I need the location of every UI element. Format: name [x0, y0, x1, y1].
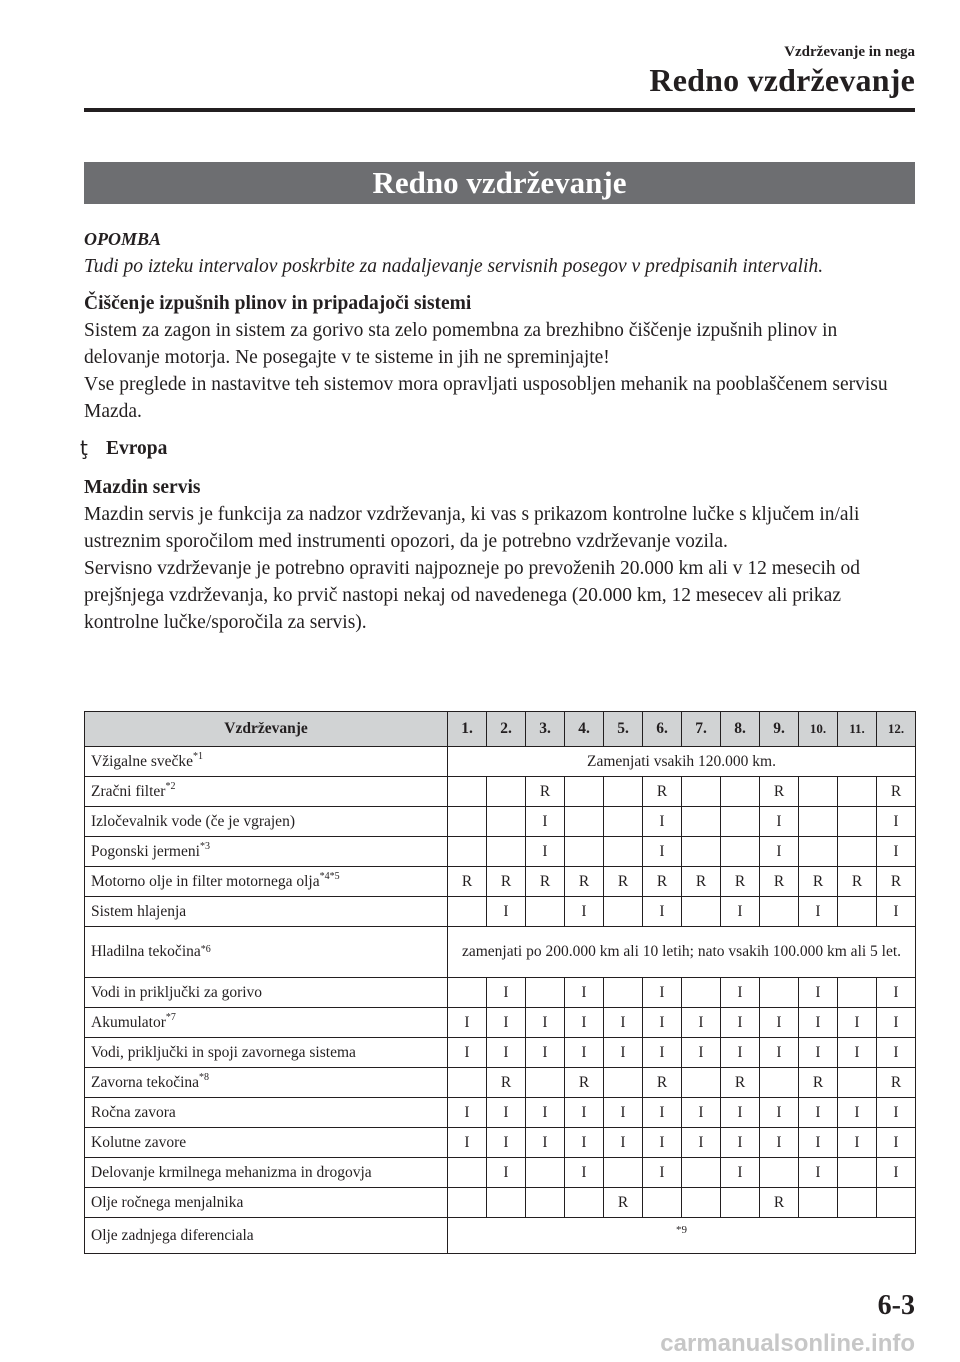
table-row — [85, 867, 916, 897]
interval-cell: I — [877, 807, 916, 837]
table-header-item: Vzdrževanje — [85, 712, 448, 747]
interval-cell: R — [877, 1068, 916, 1098]
interval-cell: I — [448, 1008, 487, 1038]
interval-cell: I — [682, 1038, 721, 1068]
interval-cell: R — [760, 867, 799, 897]
interval-cell: R — [526, 867, 565, 897]
interval-cell: I — [877, 1158, 916, 1188]
interval-span-cell: Zamenjati vsakih 120.000 km. — [448, 747, 916, 777]
interval-cell: I — [799, 1098, 838, 1128]
interval-cell: I — [565, 978, 604, 1008]
interval-cell — [682, 1188, 721, 1218]
note-text: Tudi po izteku intervalov poskrbite za nadaljevanje servisnih posegov v predpisanih intervalih. — [84, 256, 824, 277]
interval-cell — [682, 897, 721, 927]
table-row — [85, 1158, 916, 1188]
table-row — [85, 927, 916, 978]
emissions-paragraph-1: Sistem za zagon in sistem za gorivo sta zelo pomembna za brezhibno čiščenje izpušnih plinov in delovanje motorja. Ne posegajte v te sisteme in jih ne spreminjajte! — [84, 320, 838, 368]
table-row — [85, 1188, 916, 1218]
table-row — [85, 978, 916, 1008]
interval-cell: I — [877, 1008, 916, 1038]
interval-cell: I — [526, 1038, 565, 1068]
interval-cell — [682, 837, 721, 867]
maintenance-item — [85, 1098, 448, 1128]
interval-cell: R — [565, 1068, 604, 1098]
interval-cell — [448, 897, 487, 927]
table-row — [85, 1218, 916, 1254]
interval-cell: I — [838, 1098, 877, 1128]
note-heading: OPOMBA — [84, 229, 162, 249]
maintenance-item-label: Zračni filter — [91, 782, 166, 800]
interval-cell: I — [760, 837, 799, 867]
maintenance-item-label: Kolutne zavore — [91, 1133, 187, 1151]
interval-cell: I — [643, 807, 682, 837]
interval-cell: I — [838, 1128, 877, 1158]
interval-cell: I — [487, 1098, 526, 1128]
interval-cell: R — [760, 1188, 799, 1218]
maintenance-item — [85, 927, 448, 978]
interval-cell: I — [721, 1038, 760, 1068]
interval-cell — [604, 807, 643, 837]
section-banner: Redno vzdrževanje — [84, 162, 915, 204]
interval-cell: I — [838, 1038, 877, 1068]
maintenance-item — [85, 867, 448, 897]
interval-cell: I — [643, 1038, 682, 1068]
interval-cell — [448, 807, 487, 837]
interval-cell — [799, 807, 838, 837]
interval-cell: I — [565, 1008, 604, 1038]
interval-cell — [760, 1158, 799, 1188]
interval-cell — [448, 837, 487, 867]
footnote-ref: *1 — [193, 750, 203, 762]
interval-cell — [838, 1158, 877, 1188]
interval-header: 12. — [877, 712, 916, 747]
interval-cell: I — [799, 1158, 838, 1188]
interval-cell: I — [799, 1128, 838, 1158]
interval-cell: I — [643, 837, 682, 867]
interval-cell: I — [682, 1128, 721, 1158]
table-row — [85, 837, 916, 867]
maintenance-item-label: Vodi, priključki in spoji zavornega sistema — [91, 1043, 356, 1061]
interval-cell — [643, 1188, 682, 1218]
footnote-ref: *6 — [200, 944, 211, 955]
interval-cell — [799, 1188, 838, 1218]
interval-cell — [721, 807, 760, 837]
interval-cell: I — [721, 1128, 760, 1158]
maintenance-item — [85, 1128, 448, 1158]
interval-cell — [526, 1068, 565, 1098]
interval-cell: I — [526, 807, 565, 837]
maintenance-item — [85, 1038, 448, 1068]
interval-cell: R — [526, 777, 565, 807]
interval-cell: I — [565, 1128, 604, 1158]
emissions-heading: Čiščenje izpušnih plinov in pripadajoči sistemi — [84, 293, 472, 314]
region-label: Evropa — [106, 438, 168, 459]
maintenance-item-label: Motorno olje in filter motornega olja — [91, 872, 320, 890]
interval-cell: I — [565, 897, 604, 927]
interval-cell — [682, 978, 721, 1008]
interval-cell: I — [526, 1008, 565, 1038]
mazda-service-paragraph-2: Servisno vzdrževanje je potrebno opraviti najpozneje po prevoženih 20.000 km ali v 12 mesecih od prejšnjega vzdrževanja, ko prvič nastopi nekaj od navedenega (20.000 km, 12 mesecev ali prikaz kontrolne lučke/sporočila za servis). — [84, 558, 860, 633]
maintenance-item-label: Vžigalne svečke — [91, 752, 193, 770]
interval-cell — [565, 1188, 604, 1218]
region-marker-icon: ţ — [80, 436, 88, 460]
interval-cell: R — [487, 867, 526, 897]
interval-cell: I — [487, 1128, 526, 1158]
maintenance-item — [85, 1008, 448, 1038]
interval-cell: I — [643, 978, 682, 1008]
interval-cell: I — [877, 1098, 916, 1128]
interval-cell — [487, 777, 526, 807]
interval-cell — [526, 1158, 565, 1188]
interval-cell: I — [877, 1038, 916, 1068]
interval-cell — [838, 777, 877, 807]
interval-cell: I — [721, 1098, 760, 1128]
interval-span-cell: *9 — [448, 1218, 916, 1254]
interval-cell — [604, 1158, 643, 1188]
footnote-ref: *7 — [165, 1011, 176, 1023]
interval-cell: I — [487, 978, 526, 1008]
interval-cell — [487, 1188, 526, 1218]
table-row — [85, 777, 916, 807]
interval-cell — [799, 837, 838, 867]
interval-cell: I — [565, 1098, 604, 1128]
interval-header: 7. — [682, 712, 721, 747]
region-heading — [80, 435, 915, 462]
interval-cell — [682, 777, 721, 807]
interval-cell: I — [487, 897, 526, 927]
maintenance-item — [85, 1158, 448, 1188]
interval-cell: I — [487, 1008, 526, 1038]
interval-cell: R — [643, 1068, 682, 1098]
maintenance-item-label: Delovanje krmilnega mehanizma in drogovja — [91, 1163, 372, 1181]
interval-cell: I — [643, 897, 682, 927]
interval-cell — [682, 807, 721, 837]
interval-cell: I — [760, 807, 799, 837]
interval-cell: I — [721, 978, 760, 1008]
interval-cell: I — [643, 1128, 682, 1158]
interval-header: 3. — [526, 712, 565, 747]
interval-cell: I — [643, 1008, 682, 1038]
interval-span-cell: zamenjati po 200.000 km ali 10 letih; nato vsakih 100.000 km ali 5 let. — [448, 927, 916, 978]
interval-cell: R — [682, 867, 721, 897]
interval-cell — [565, 837, 604, 867]
interval-cell: I — [448, 1098, 487, 1128]
interval-cell — [721, 777, 760, 807]
interval-header: 5. — [604, 712, 643, 747]
interval-cell: R — [799, 1068, 838, 1098]
emissions-paragraph-2: Vse preglede in nastavitve teh sistemov mora opravljati usposobljen mehanik na pooblaščenem servisu Mazda. — [84, 374, 888, 422]
interval-cell: I — [448, 1128, 487, 1158]
interval-cell: R — [799, 867, 838, 897]
interval-cell: I — [526, 1098, 565, 1128]
interval-cell — [799, 777, 838, 807]
interval-cell: R — [877, 867, 916, 897]
interval-cell — [565, 807, 604, 837]
interval-cell: I — [448, 1038, 487, 1068]
interval-cell: I — [721, 1008, 760, 1038]
interval-header: 8. — [721, 712, 760, 747]
interval-header: 2. — [487, 712, 526, 747]
interval-cell: I — [565, 1038, 604, 1068]
maintenance-item — [85, 1068, 448, 1098]
maintenance-item — [85, 777, 448, 807]
interval-cell: I — [604, 1098, 643, 1128]
table-row — [85, 897, 916, 927]
interval-cell — [682, 1068, 721, 1098]
interval-cell — [604, 978, 643, 1008]
maintenance-item-label: Zavorna tekočina — [91, 1073, 200, 1091]
maintenance-item-label: Hladilna tekočina — [91, 943, 201, 960]
interval-header: 11. — [838, 712, 877, 747]
interval-cell — [682, 1158, 721, 1188]
table-row — [85, 747, 916, 777]
interval-cell: I — [643, 1098, 682, 1128]
table-row — [85, 1098, 916, 1128]
interval-cell — [721, 1188, 760, 1218]
interval-cell — [448, 978, 487, 1008]
interval-cell: I — [799, 978, 838, 1008]
interval-cell — [760, 897, 799, 927]
interval-cell: R — [487, 1068, 526, 1098]
page-header-title: Redno vzdrževanje — [649, 62, 915, 98]
interval-cell — [448, 777, 487, 807]
interval-cell — [838, 807, 877, 837]
interval-header: 1. — [448, 712, 487, 747]
maintenance-item-label: Olje zadnjega diferenciala — [91, 1226, 254, 1244]
interval-header: 9. — [760, 712, 799, 747]
interval-cell: I — [565, 1158, 604, 1188]
interval-cell: R — [643, 777, 682, 807]
interval-cell: I — [682, 1098, 721, 1128]
interval-header: 10. — [799, 712, 838, 747]
interval-cell — [838, 897, 877, 927]
footnote-ref: *8 — [199, 1071, 210, 1083]
interval-cell: I — [682, 1008, 721, 1038]
interval-cell — [838, 978, 877, 1008]
table-row — [85, 807, 916, 837]
interval-cell: R — [838, 867, 877, 897]
interval-cell: I — [799, 1038, 838, 1068]
interval-cell — [448, 1158, 487, 1188]
interval-cell — [526, 897, 565, 927]
interval-cell: I — [877, 978, 916, 1008]
interval-cell: R — [643, 867, 682, 897]
table-row — [85, 1128, 916, 1158]
table-row — [85, 1008, 916, 1038]
interval-cell: I — [760, 1098, 799, 1128]
interval-cell: I — [838, 1008, 877, 1038]
interval-cell: I — [604, 1038, 643, 1068]
interval-cell: I — [760, 1038, 799, 1068]
maintenance-item-label: Pogonski jermeni — [91, 842, 200, 860]
interval-cell — [604, 777, 643, 807]
interval-cell — [448, 1068, 487, 1098]
interval-cell — [487, 807, 526, 837]
table-row — [85, 1068, 916, 1098]
header-rule — [84, 108, 915, 112]
interval-cell: R — [721, 867, 760, 897]
interval-cell: I — [604, 1128, 643, 1158]
interval-cell — [526, 978, 565, 1008]
interval-header: 4. — [565, 712, 604, 747]
interval-cell: I — [799, 1008, 838, 1038]
interval-cell: I — [526, 837, 565, 867]
maintenance-item — [85, 747, 448, 777]
interval-header: 6. — [643, 712, 682, 747]
interval-cell — [721, 837, 760, 867]
interval-cell — [604, 1068, 643, 1098]
interval-cell: I — [487, 1158, 526, 1188]
mazda-service-heading: Mazdin servis — [84, 477, 201, 498]
mazda-service-paragraph-1: Mazdin servis je funkcija za nadzor vzdrževanja, ki vas s prikazom kontrolne lučke s ključem in/ali ustreznim sporočilom med instrumenti opozori, da je potrebno vzdrževanje vozila. — [84, 504, 860, 552]
interval-cell — [877, 1188, 916, 1218]
interval-cell — [838, 1188, 877, 1218]
table-row — [85, 1038, 916, 1068]
interval-cell — [604, 897, 643, 927]
interval-cell: I — [877, 897, 916, 927]
interval-cell — [487, 837, 526, 867]
interval-cell: I — [877, 837, 916, 867]
interval-cell: I — [604, 1008, 643, 1038]
maintenance-item-label: Izločevalnik vode (če je vgrajen) — [91, 812, 295, 830]
interval-cell: I — [643, 1158, 682, 1188]
interval-cell — [838, 837, 877, 867]
interval-cell — [526, 1188, 565, 1218]
maintenance-item-label: Akumulator — [91, 1013, 166, 1031]
watermark: carmanualsonline.info — [660, 1330, 915, 1357]
interval-cell: I — [526, 1128, 565, 1158]
interval-cell — [565, 777, 604, 807]
page-number: 6-3 — [877, 1290, 915, 1321]
maintenance-item-label: Olje ročnega menjalnika — [91, 1193, 244, 1211]
maintenance-item-label: Vodi in priključki za gorivo — [91, 983, 263, 1001]
interval-cell: I — [721, 897, 760, 927]
maintenance-item — [85, 978, 448, 1008]
interval-cell: I — [760, 1008, 799, 1038]
interval-cell — [838, 1068, 877, 1098]
footnote-ref: *3 — [199, 840, 210, 852]
interval-cell — [604, 837, 643, 867]
interval-cell: I — [760, 1128, 799, 1158]
content-body — [80, 226, 915, 636]
maintenance-item — [85, 807, 448, 837]
table-header-row — [85, 712, 916, 747]
interval-cell: I — [721, 1158, 760, 1188]
interval-cell: I — [877, 1128, 916, 1158]
interval-cell: R — [604, 867, 643, 897]
maintenance-item — [85, 1188, 448, 1218]
maintenance-item — [85, 837, 448, 867]
interval-cell: R — [877, 777, 916, 807]
interval-cell: I — [799, 897, 838, 927]
interval-cell: R — [604, 1188, 643, 1218]
maintenance-item-label: Sistem hlajenja — [91, 902, 187, 920]
interval-cell: R — [721, 1068, 760, 1098]
footnote-ref: *4*5 — [319, 870, 340, 882]
footnote-ref: *2 — [165, 780, 176, 792]
maintenance-table — [84, 711, 916, 1254]
interval-cell — [448, 1188, 487, 1218]
interval-cell: R — [448, 867, 487, 897]
section-label: Vzdrževanje in nega — [784, 44, 915, 60]
interval-cell — [760, 1068, 799, 1098]
maintenance-item — [85, 897, 448, 927]
interval-cell: R — [760, 777, 799, 807]
maintenance-item-label: Ročna zavora — [91, 1103, 176, 1121]
maintenance-item — [85, 1218, 448, 1254]
interval-cell: I — [487, 1038, 526, 1068]
interval-cell: R — [565, 867, 604, 897]
interval-cell — [760, 978, 799, 1008]
